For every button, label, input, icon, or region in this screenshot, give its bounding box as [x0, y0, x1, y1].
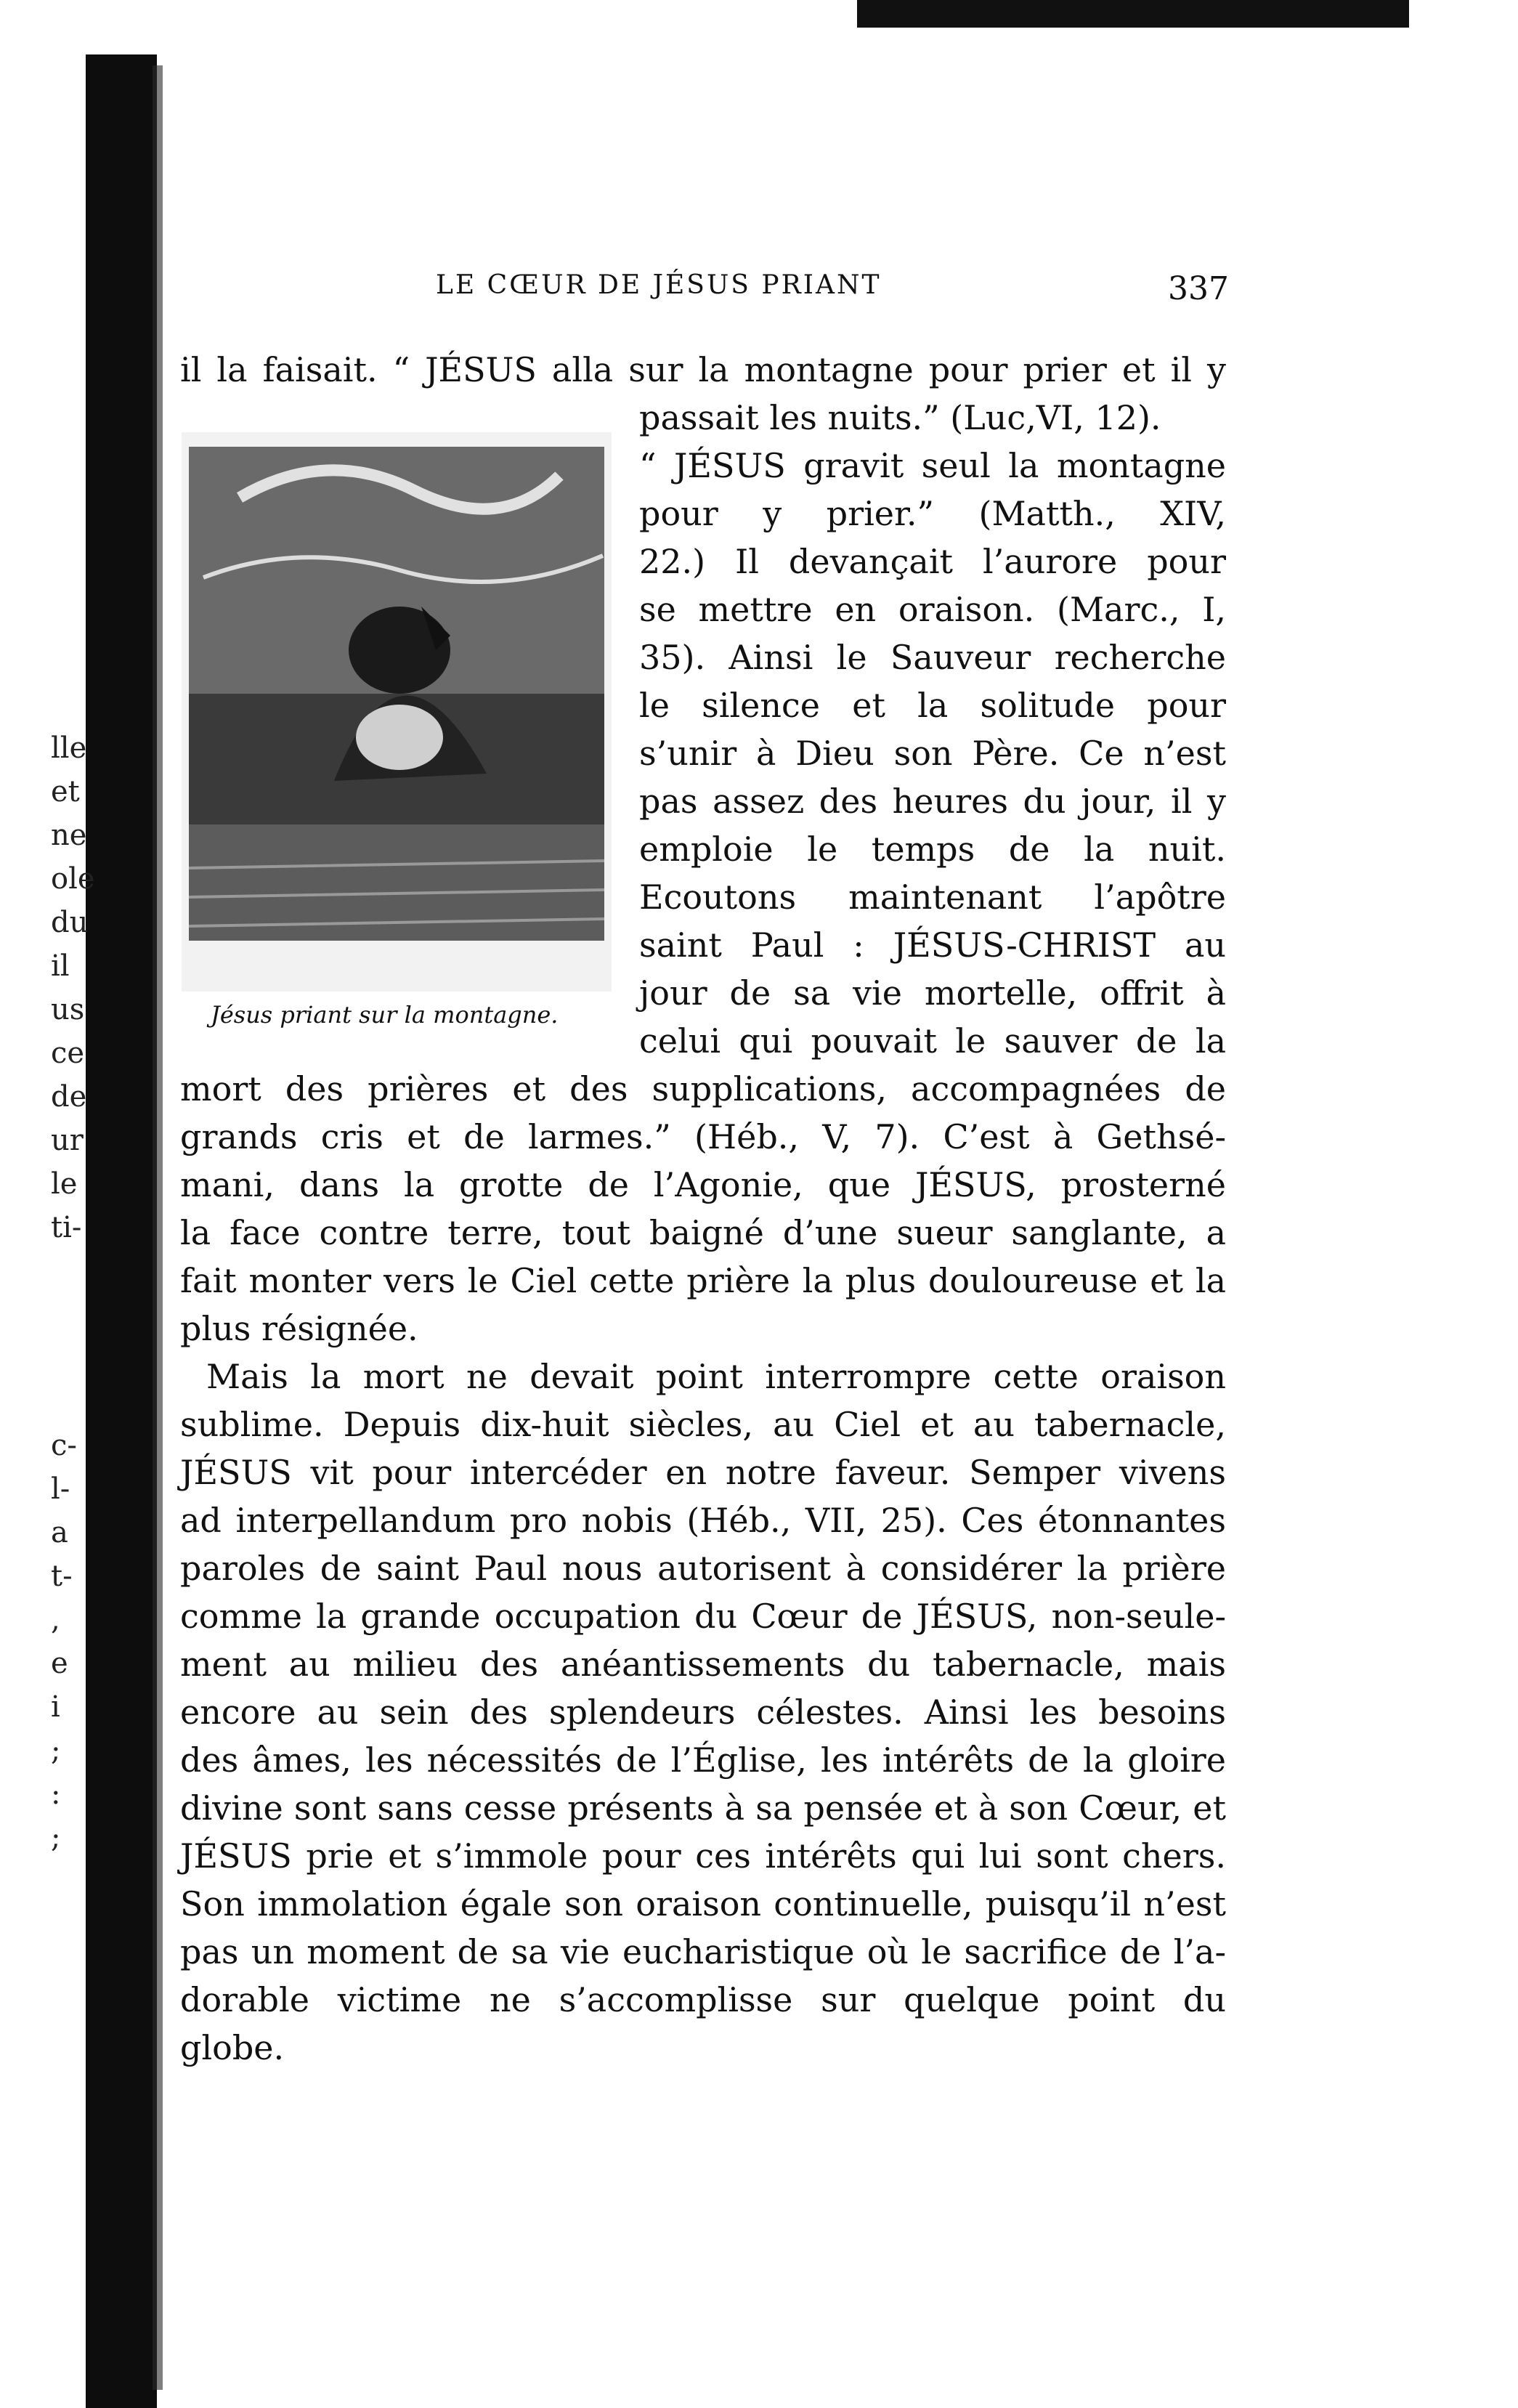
running-title: LE CŒUR DE JÉSUS PRIANT [436, 270, 882, 300]
fragment: lle [51, 731, 87, 765]
fragment: ; [51, 1821, 61, 1854]
text-line: fait monter vers le Ciel cette prière la plus douloureuse et la [180, 1261, 1226, 1300]
text-line: pas un moment de sa vie eucharistique où le sacrifice de l’a- [180, 1932, 1226, 1971]
text-line: celui qui pouvait le sauver de la [639, 1021, 1226, 1061]
fragment: le [51, 1167, 78, 1201]
text-line: dorable victime ne s’accomplisse sur quelque point du [180, 1980, 1226, 2019]
jesus-praying-engraving-icon [182, 432, 612, 992]
scan-top-rule [857, 0, 1409, 28]
main-paragraph [180, 1065, 1226, 2072]
text-line: Mais la mort ne devait point interrompre cette oraison [206, 1357, 1226, 1396]
text-line: le silence et la solitude pour [639, 686, 1226, 725]
fragment: t- [51, 1560, 73, 1593]
fragment: a [51, 1516, 68, 1549]
fragment: c- [51, 1429, 77, 1462]
facing-page-fragments [51, 726, 94, 1249]
text-line: pour y prier.” (Matth., XIV, [639, 494, 1226, 533]
fragment: ur [51, 1124, 84, 1157]
text-line: 22.) Il devançait l’aurore pour [639, 542, 1226, 581]
fragment: : [51, 1777, 61, 1811]
text-line: Son immolation égale son oraison continuelle, puisqu’il n’est [180, 1884, 1226, 1923]
text-line: s’unir à Dieu son Père. Ce n’est [639, 734, 1226, 773]
fragment: et [51, 775, 80, 808]
fragment: de [51, 1080, 87, 1114]
text-line: globe. [180, 2028, 285, 2067]
fragment: , [51, 1603, 60, 1637]
text-line: JÉSUS vit pour intercéder en notre faveur. Semper vivens [180, 1453, 1226, 1492]
text-line: plus résignée. [180, 1309, 418, 1348]
scan-binding-edge [153, 65, 163, 2390]
text-line: il la faisait. “ JÉSUS alla sur la montagne pour prier et il y [180, 350, 1226, 389]
fragment: e [51, 1647, 68, 1680]
text-line: encore au sein des splendeurs célestes. Ainsi les besoins [180, 1693, 1226, 1732]
text-line: “ JÉSUS gravit seul la montagne [639, 446, 1226, 485]
text-line: des âmes, les nécessités de l’Église, les intérêts de la gloire [180, 1740, 1226, 1780]
text-line: mort des prières et des supplications, accompagnées de [180, 1069, 1226, 1108]
fragment: il [51, 949, 70, 983]
scan-binding-shadow [86, 54, 157, 2408]
fragment: du [51, 906, 89, 939]
text-line: mani, dans la grotte de l’Agonie, que JÉSUS, prosterné [180, 1165, 1226, 1204]
fragment: ; [51, 1734, 61, 1767]
text-line: ad interpellandum pro nobis (Héb., VII, 25). Ces étonnantes [180, 1501, 1226, 1540]
fragment: i [51, 1690, 60, 1724]
fragment: ne [51, 819, 87, 852]
fragment: ole [51, 862, 95, 896]
text-line: jour de sa vie mortelle, offrit à [639, 973, 1226, 1013]
text-line: 35). Ainsi le Sauveur recherche [639, 638, 1226, 677]
text-line: grands cris et de larmes.” (Héb., V, 7). C’est à Gethsé- [180, 1117, 1226, 1156]
text-line: emploie le temps de la nuit. [639, 830, 1226, 869]
wrapped-paragraph [639, 394, 1226, 1065]
text-line: se mettre en oraison. (Marc., I, [639, 590, 1226, 629]
text-line: la face contre terre, tout baigné d’une sueur sanglante, a [180, 1213, 1226, 1252]
text-line: pas assez des heures du jour, il y [639, 782, 1226, 821]
text-line: ment au milieu des anéantissements du tabernacle, mais [180, 1645, 1226, 1684]
page-number: 337 [1168, 270, 1229, 307]
text-line: sublime. Depuis dix-huit siècles, au Ciel et au tabernacle, [180, 1405, 1226, 1444]
fragment: us [51, 993, 85, 1026]
fragment: ti- [51, 1211, 82, 1244]
paragraph-line [180, 346, 1226, 394]
fragment: l- [51, 1472, 70, 1506]
engraving-figure [182, 432, 612, 992]
text-line: divine sont sans cesse présents à sa pensée et à son Cœur, et [180, 1788, 1226, 1828]
text-line: comme la grande occupation du Cœur de JÉSUS, non-seule- [180, 1597, 1226, 1636]
text-line: passait les nuits.” (Luc,VI, 12). [639, 398, 1161, 437]
fragment: ce [51, 1037, 85, 1070]
facing-page-fragments-2 [51, 1424, 94, 1860]
text-line: paroles de saint Paul nous autorisent à considérer la prière [180, 1549, 1226, 1588]
text-line: JÉSUS prie et s’immole pour ces intérêts qui lui sont chers. [180, 1836, 1226, 1876]
figure-caption: Jésus priant sur la montagne. [211, 1001, 559, 1029]
text-line: saint Paul : JÉSUS-CHRIST au [639, 925, 1226, 965]
text-line: Ecoutons maintenant l’apôtre [639, 877, 1226, 917]
